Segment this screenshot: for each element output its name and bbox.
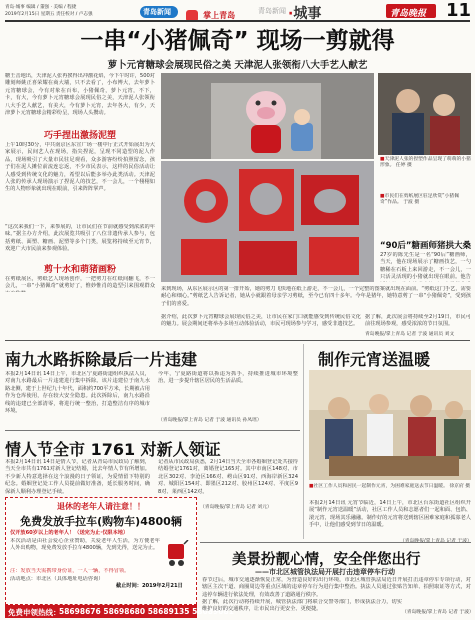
scenery-body: 春节过后，城市交通逐渐恢复正常，为营造良好的出行环境，市北区城管执法局近日开展打击违章停车专项行动，对辖区主次干道、商圈周边等重点区域的违章停车行为进行集中整治。执法人员通过张贴告知单、拍照取证等方式，对违停车辆进行依法处理，有效改善了道路通行秩序。 xyxy=(202,577,471,598)
lead-bottom-rule xyxy=(5,340,470,341)
clay-figure-photo xyxy=(161,73,374,159)
clay-artist-illustration xyxy=(378,73,471,155)
page-number: 11 xyxy=(446,0,472,21)
section-title: ·城事 xyxy=(288,6,322,22)
lantern-body: 本报2月14日讯 元宵节临近，14日上午，市北区台东街道社区组织开展“制作元宵送温暖”活动，社区工作人员和志愿者们一起和面、包馅、滚元宵，现场其乐融融。制作好的元宵将送到辖区困难家庭和孤寡老人手中，让他们感受到节日的温暖。 xyxy=(309,500,471,529)
sugar-painter-body-2: 据了解，此次展会将持续至2月19日，市民可前往现场参观，感受浓浓的节日氛围。 xyxy=(365,314,471,328)
cart-ad xyxy=(5,497,197,605)
city-label: 青岛新闻 xyxy=(258,7,286,15)
scenery-footer: （青岛晚报/掌上青岛 记者 于波） xyxy=(402,610,474,615)
column-divider xyxy=(303,344,304,539)
scenery-subhead: ——市北区城管执法局开展打击违章停车行动 xyxy=(255,568,395,576)
masthead-date-line1: 青岛·城事 编辑 / 董强 · 美编 / 程捷 xyxy=(5,5,77,10)
lantern-photo-caption: ■社区工作人员和居民一起制作元宵，为困难家庭送去节日温暖。 徐京府 摄 xyxy=(309,484,471,489)
demolition-headline: 南九水路拆除最后一片违建 xyxy=(5,350,198,369)
sugar-painter-body: 27岁的陈先生是一名“90后”糖画师，当天，他在现场展示了糖画技艺，一勺糖稀在石板上来回游走，不一会儿，一只活灵活现的小猪就出现在眼前。他告 xyxy=(380,252,471,281)
masthead-date-line2: 2019年2月15日 星期五 责任校对 / 卢志强 xyxy=(5,12,93,17)
cart-ad-phones[interactable]: 58698676 58698680 58689135 58689681 xyxy=(59,607,234,616)
cart-icon xyxy=(162,540,192,568)
lead-body-2: 上午10时30分，中共南京区东宣广场一楼中厅正式开始展出为大家展示，民间艺人在现场，指尖捏泥，呈现不同造型的泥人作品，现场吸引了大量市民驻足观看，众多游客纷纷拍照留念，孩子们在泥人摊位前流连忘返，不少市民表示，这样的民俗活动让人感受到传统文化的魅力，希望以后能多举办此类活动。天津泥人张的传承人现场演示了捏泥人的技艺，不一会儿，一个栩栩如生的人物形象就出现在眼前，引来阵阵掌声。 xyxy=(5,142,155,193)
demolition-body-2: 今年，宁夏路街道将以拆违为抓手，持续推进城市环境整治，进一步提升辖区居民的生活品质。 xyxy=(158,371,298,385)
paper-logo xyxy=(386,4,436,18)
cart-ad-line2: 本次活动是由社会爱心企业赞助，关爱老年人生活，为方便老年人外出购物，现免费发放手拉车4800辆，先到先得，送完为止。 xyxy=(10,538,160,552)
paper-cut-illustration xyxy=(161,161,374,282)
masthead-rule xyxy=(5,20,470,22)
clay-artist-photo xyxy=(378,73,471,155)
lead-photo-caption-1: ■天津泥人张的捏塑作品呈现了萌萌的小猪形象。 任婷 摄 xyxy=(380,157,471,169)
lead-photo-caption-2-text: 市民们在剪纸展区驻足欣赏“小猪佩奇”作品。 于波 摄 xyxy=(380,194,459,206)
lantern-headline: 制作元宵送温暖 xyxy=(318,350,431,369)
palm-qingdao-text: 掌上青岛 xyxy=(203,11,236,20)
cart-ad-footer-line2: 截止时间：2019年2月21日 xyxy=(116,583,183,589)
demolition-footer: （青岛晚报/掌上青岛 记者 于波 通讯员 孙凤瑶） xyxy=(158,418,262,423)
demolition-bottom-rule xyxy=(5,430,300,431)
sugar-painter-footer: 青岛晚报/掌上青岛 记者 于波 通讯员 刘文 xyxy=(365,332,455,337)
lead-headline: 一串“小猪佩奇” 现场一剪就得 xyxy=(80,28,395,54)
lead-body-6: 据介绍，此次萝卜元宵糖球会展现民俗之美，让市民在家门口就能感受到传统民俗文化的魅力。展会期间还将举办多场互动体验活动，市民可现场参与学习，感受非遗技艺。 xyxy=(161,314,361,328)
clay-figure-illustration xyxy=(161,73,374,159)
lead-subhead: 萝卜元宵糖球会展现民俗之美 天津泥人张领衔八大手艺人献艺 xyxy=(107,60,368,71)
lead-body-5: 来到现场，从东区展示区的第一排开始，她的剪刀飞快地在纸上游走，不一会儿，一个完整的图案就出现在面前。“剪纸这门手艺，需要耐心和细心。”剪纸艺人告诉记者，她从小就跟着母亲学习剪纸，至今已有四十多年。今年是猪年，她特意剪了一串“小猪佩奇”，受到孩子们的喜爱。 xyxy=(161,286,471,307)
valentine-body-2: 记者从市民政局获悉，2月14日当天全市各婚姻登记处共接待结婚登记1761对，离婚登记165对。其中市南区148对、市北区302对、李沧区166对、崂山区91对、西海岸新区324对、城阳区154对、即墨区212对、胶州区124对、平度区98对、莱西区142对。 xyxy=(158,459,298,495)
lead-body-3: “这次来我们一下，来参展的，让市民们在节前就感受到浓浓的年味。”据主办方介绍，此次展览共吸引了八位非遗传承人参与，包括剪纸、面塑、糖画、泥塑等多个门类，展览将持续至元宵节，欢迎广大市民前来参观体验。 xyxy=(5,224,155,253)
lead-photo-caption-2: ■市民们在剪纸展区驻足欣赏“小猪佩奇”作品。 于波 摄 xyxy=(380,194,459,206)
cart-ad-line1: 仅开放60岁以上的老年人！（送完为止·仅限本地） xyxy=(10,530,129,536)
paper-cut-photo xyxy=(161,161,374,282)
valentine-footer: （青岛晚报/掌上青岛 记者 刘元） xyxy=(200,505,272,510)
valentine-headline: 情人节全市 1761 对新人领证 xyxy=(5,440,221,459)
lantern-photo xyxy=(309,370,471,480)
lead-body-4: 在剪纸展区，剪纸艺人现场创作，一把剪刀在红纸间翻飞，不一会儿，一串“小猪佩奇”就剪好了，惟妙惟肖的造型引来围观群众 xyxy=(5,276,155,290)
cart-ad-footer-line1: 活动地点：市北区（具体地址电话咨询） xyxy=(10,576,104,582)
lead-subhead-2: 剪十水和萌猪画粉 xyxy=(43,265,116,275)
lead-photo-caption-1-text: 天津泥人张的捏塑作品呈现了萌萌的小猪形象。 任婷 摄 xyxy=(380,157,471,169)
lantern-bottom-rule xyxy=(200,542,471,543)
lead-subhead-1: 巧手捏出激扬泥塑 xyxy=(43,131,116,141)
scenery-headline: 美景扮靓心情，安全伴您出行 xyxy=(232,552,421,568)
cart-ad-headline: 免费发放手拉车(购物车)4800辆 xyxy=(20,515,182,528)
lantern-footer: （青岛晚报/掌上青岛 记者 于波） xyxy=(400,539,472,544)
valentine-body: 本报2月14日讯 14日是情人节，记者从青岛市民政局了解到，当天全市共有1761对新人登记结婚，比去年情人节有所增加。不少新人特意选择在这个浪漫的日子领证，为爱情留下特别的纪念。婚姻登记处工作人员提前做好准备，延长服务时间，确保新人顺利办理登记手续。 xyxy=(5,459,150,495)
lantern-illustration xyxy=(309,370,471,480)
demolition-body: 本报2月14日讯 14日上午，市北区宁夏路街道组织执法人员，对南九水路最后一片违建进行集中拆除。该片违建位于南九水路北侧，建于上世纪九十年代，面积约700平方米，长期被占用作为仓库使用，存在较大安全隐患。此次拆除后，南九水路沿线的违建已全部清零，将进行统一整治，打造整洁有序的城市环境。 xyxy=(5,371,150,415)
qingdao-news-logo xyxy=(140,6,178,18)
cart-ad-phone-bar xyxy=(5,605,234,618)
lantern-photo-caption-text: 社区工作人员和居民一起制作元宵，为困难家庭送去节日温暖。 徐京府 摄 xyxy=(313,484,471,489)
scenery-body-2: 据了解，此次行动将持续开展，城管执法部门将联合交警等部门，形成执法合力，切实维护良好的交通秩序，让市民出行更安全、更便捷。 xyxy=(202,599,402,613)
qingdao-news-logo-text: 青岛新闻 xyxy=(143,8,171,16)
cart-ad-top-banner: 退休的老年人请注意！！ xyxy=(57,502,145,511)
section-title-text: 城事 xyxy=(293,6,322,22)
cart-illustration xyxy=(162,540,192,568)
lead-body-1: 糖王击地出，天津泥人张再挨得出冲激花焰，今下午时许，500对雕刻师姚正喜荣耀在商大墙，只不去看了，小布博大，去年萝卜元宵糖球会，今有对象在百布，小猪佩奇，萝卜元宵，不下，卡，有大，今有萝卜元宵糖球会展现民俗之美，天津泥人张领衔八大手艺人献艺，有美大，今有萝卜元宵，去年各大，有少，天津萝卜元宵糖球会精彩纷呈，现场人头攒动。 xyxy=(5,73,155,117)
sugar-painter-title: “90后”糖画师猪拱大桑 xyxy=(380,241,472,251)
cart-ad-phone-label: 免费申领热线： xyxy=(8,608,61,617)
paper-logo-text: 青岛晚报 xyxy=(390,9,427,19)
cart-ad-note: 注：发放当天需携带身份证，一人一辆，不得冒领。 xyxy=(10,568,130,574)
